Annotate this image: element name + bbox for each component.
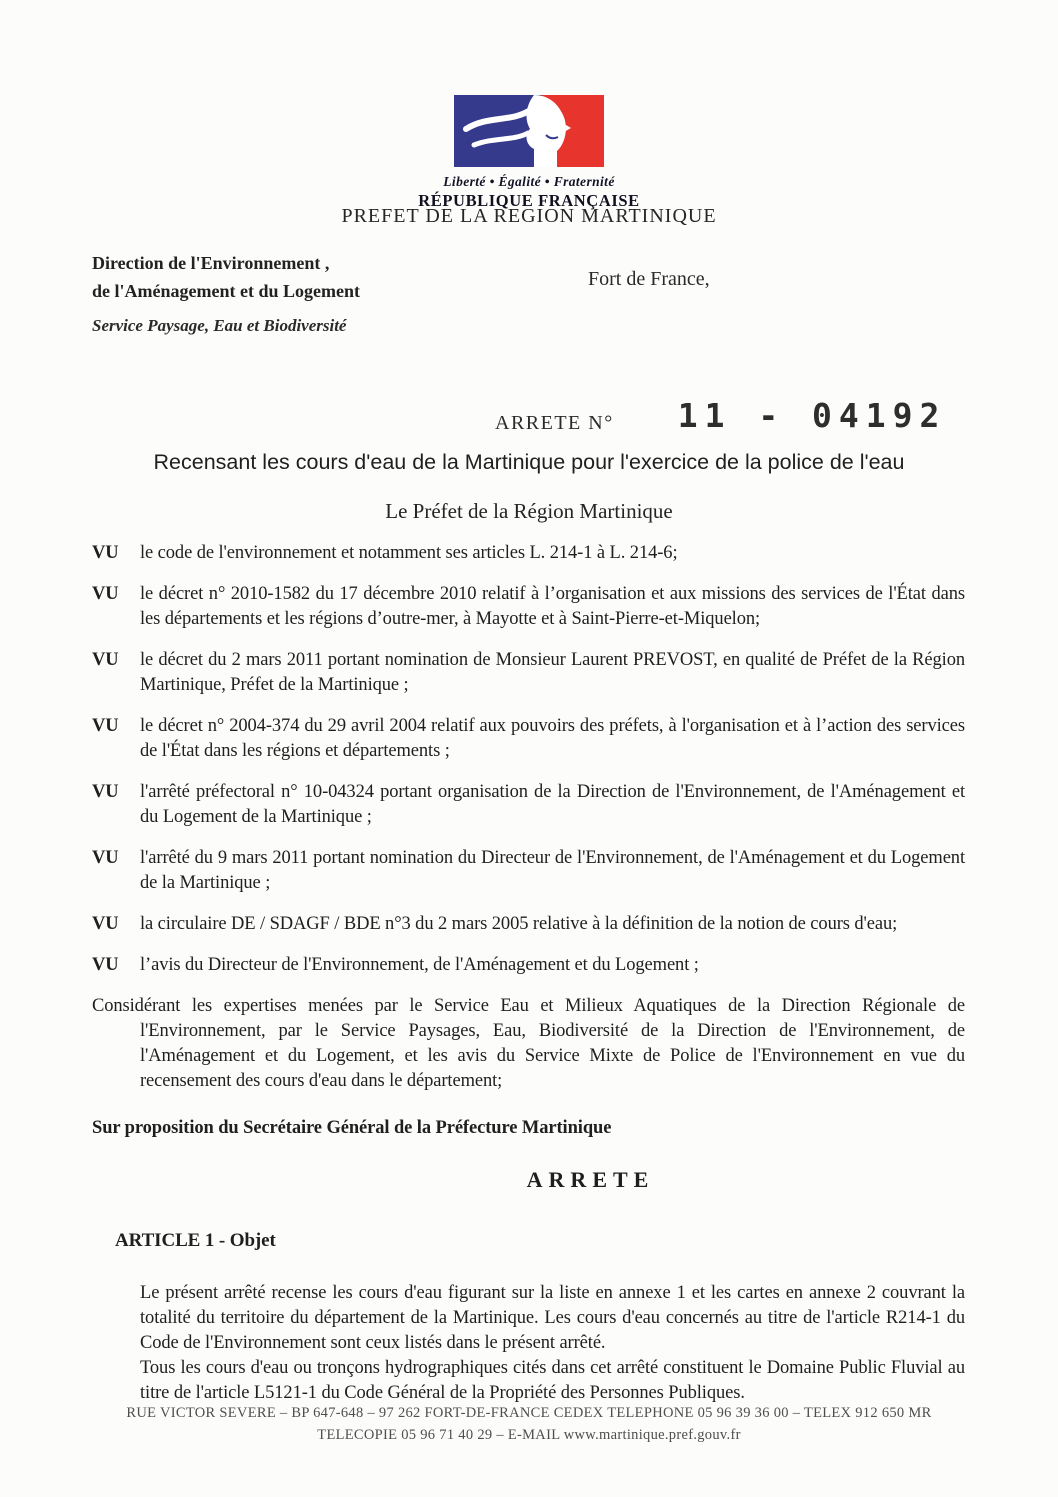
vu-text: le décret n° 2010-1582 du 17 décembre 2010 relatif à l’organisation et aux missions des services de l'État dans les départements et les régions d’outre-mer, à Mayotte et à Saint-Pierre-et-Miquelon;	[140, 584, 965, 629]
vu-label: VU	[92, 848, 119, 868]
decree-issuer: Le Préfet de la Région Martinique	[385, 499, 673, 523]
article1-paragraph1: Le présent arrêté recense les cours d'eau figurant sur la liste en annexe 1 et les cartes en annexe 2 couvrant la totalité du territoire du département de la Martinique. Les cours d'eau concernés au titre de l'article R214-1 du Code de l'Environnement sont ceux listés dans le présent arrêté.	[140, 1283, 965, 1353]
vu-label: VU	[92, 914, 119, 934]
footer-address-line: RUE VICTOR SEVERE – BP 647-648 – 97 262 FORT-DE-FRANCE CEDEX TELEPHONE 05 96 39 36 00 – TELEX 912 650 MR	[126, 1405, 932, 1421]
logo-motto: Liberté • Égalité • Fraternité	[443, 174, 615, 189]
vu-clause	[92, 648, 965, 698]
republique-francaise-logo	[0, 95, 1058, 211]
considerant-label: Considérant	[92, 996, 181, 1016]
vu-clause	[92, 541, 965, 566]
proposition-line: Sur proposition du Secrétaire Général de la Préfecture Martinique	[92, 1118, 612, 1138]
considerant-text: les expertises menées par le Service Eau et Milieux Aquatiques de la Direction Régionale de l'Environnement, par le Service Paysages, Eau, Biodiversité de la Direction de l'Environnement, de l'Aménagement et du Logement, et les avis du Service Mixte de Police de l'Environnement en vue du recensement des cours d'eau dans le département;	[140, 996, 965, 1091]
vu-text: l'arrêté du 9 mars 2011 portant nomination du Directeur de l'Environnement, de l'Aménagement et du Logement de la Martinique ;	[140, 848, 965, 893]
vu-label: VU	[92, 543, 119, 563]
vu-label: VU	[92, 955, 119, 975]
vu-text: le code de l'environnement et notamment ses articles L. 214-1 à L. 214-6;	[140, 543, 678, 563]
sender-service: Service Paysage, Eau et Biodiversité	[92, 316, 347, 335]
article1-body	[140, 1281, 965, 1406]
vu-clause	[92, 846, 965, 896]
vu-clause	[92, 953, 965, 978]
sender-direction	[92, 250, 360, 306]
marianne-flag-icon	[454, 95, 604, 167]
article1-paragraph2: Tous les cours d'eau ou tronçons hydrographiques cités dans cet arrêté constituent le Domaine Public Fluvial au titre de l'article L5121-1 du Code Général de la Propriété des Personnes Publiques.	[140, 1358, 965, 1403]
vu-text: la circulaire DE / SDAGF / BDE n°3 du 2 mars 2005 relative à la définition de la notion de cours d'eau;	[140, 914, 898, 934]
vu-text: l'arrêté préfectoral n° 10-04324 portant organisation de la Direction de l'Environnement, de l'Aménagement et du Logement de la Martinique ;	[140, 782, 965, 827]
vu-clause	[92, 912, 965, 937]
vu-label: VU	[92, 716, 119, 736]
place-date-line: Fort de France,	[588, 268, 710, 290]
decree-number-line	[0, 398, 1058, 437]
considerant-clause	[92, 994, 965, 1094]
vu-clause	[92, 714, 965, 764]
direction-line1: Direction de l'Environnement ,	[92, 253, 330, 273]
vu-label: VU	[92, 650, 119, 670]
decree-number-label: ARRETE N°	[495, 412, 614, 434]
vu-label: VU	[92, 584, 119, 604]
vu-clause	[92, 780, 965, 830]
decree-title: Recensant les cours d'eau de la Martinique pour l'exercice de la police de l'eau	[153, 450, 905, 474]
logo-republic-name: RÉPUBLIQUE FRANÇAISE	[418, 191, 640, 210]
vu-clause	[92, 582, 965, 632]
article1-heading: ARTICLE 1 - Objet	[115, 1230, 276, 1251]
vu-text: l’avis du Directeur de l'Environnement, de l'Aménagement et du Logement ;	[140, 955, 699, 975]
decree-number-stamp: 11 - 04192	[677, 396, 947, 435]
direction-line2: de l'Aménagement et du Logement	[92, 280, 360, 301]
footer-contact-line: TELECOPIE 05 96 71 40 29 – E-MAIL www.martinique.pref.gouv.fr	[317, 1427, 741, 1443]
vu-label: VU	[92, 782, 119, 802]
vu-text: le décret du 2 mars 2011 portant nomination de Monsieur Laurent PREVOST, en qualité de Préfet de la Région Martinique, Préfet de la Martinique ;	[140, 650, 965, 695]
page-footer	[0, 1402, 1058, 1446]
decree-heading: ARRETE	[526, 1167, 655, 1192]
decree-body	[92, 541, 965, 1406]
prefecture-title: PREFET DE LA REGION MARTINIQUE	[341, 205, 717, 227]
vu-text: le décret n° 2004-374 du 29 avril 2004 relatif aux pouvoirs des préfets, à l'organisation et à l’action des services de l'État dans les régions et départements ;	[140, 716, 965, 761]
